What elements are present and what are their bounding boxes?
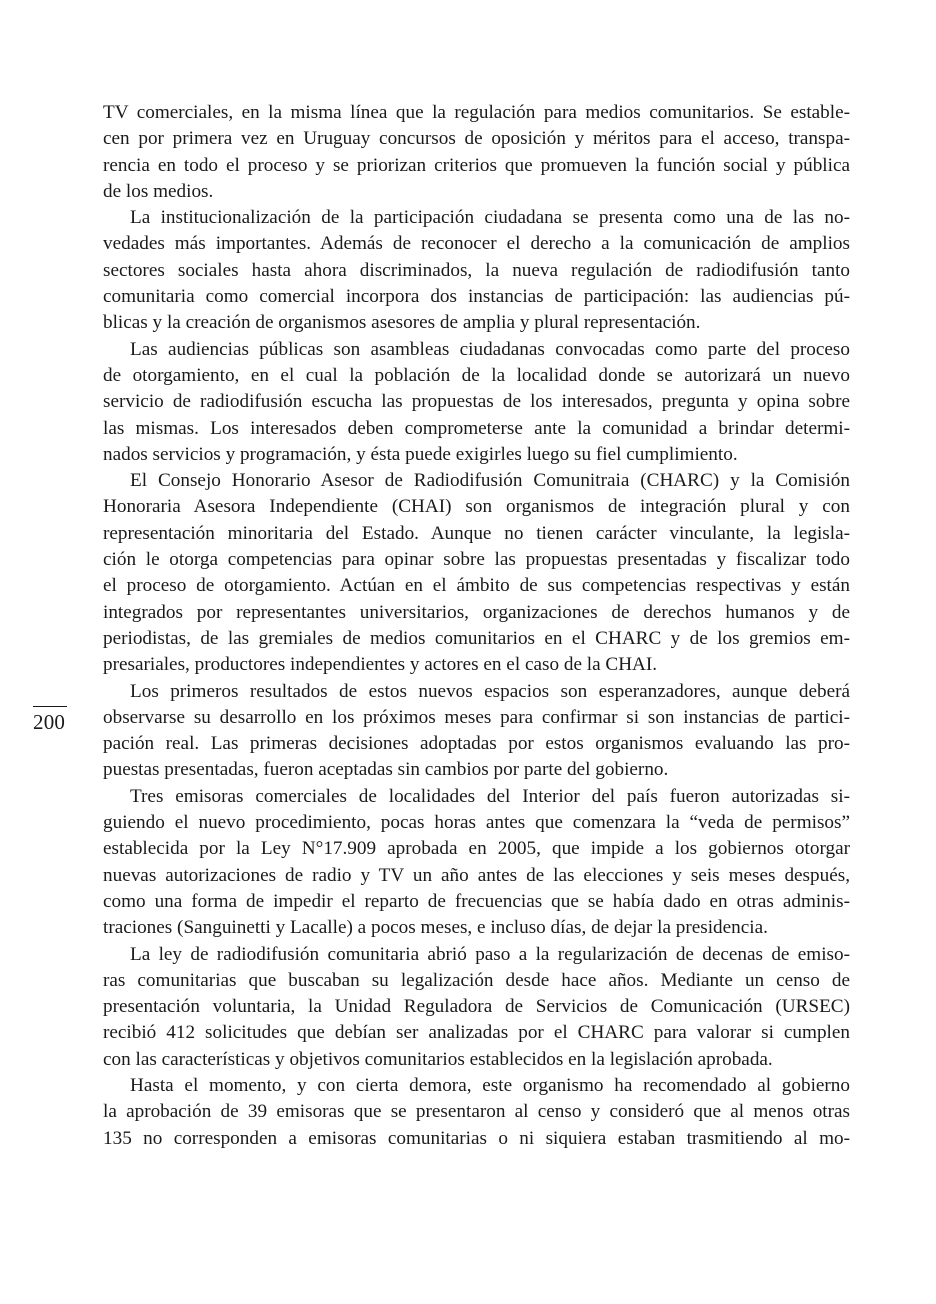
text-line: la aprobación de 39 emisoras que se presentaron al censo y consideró que al menos otras bbox=[103, 1101, 850, 1123]
text-line: guiendo el nuevo procedimiento, pocas horas antes que comenzara la “veda de permisos” bbox=[103, 812, 850, 834]
text-line: representación minoritaria del Estado. Aunque no tienen carácter vinculante, la legisla- bbox=[103, 522, 850, 544]
text-line: ras comunitarias que buscaban su legalización desde hace años. Mediante un censo de bbox=[103, 969, 850, 991]
text-line: La institucionalización de la participación ciudadana se presenta como una de las no- bbox=[130, 207, 850, 229]
text-line: sectores sociales hasta ahora discriminados, la nueva regulación de radiodifusión tanto bbox=[103, 259, 850, 281]
paragraph bbox=[103, 784, 850, 942]
text-line: como una forma de impedir el reparto de frecuencias que se había dado en otras adminis- bbox=[103, 890, 850, 912]
paragraph bbox=[103, 1073, 850, 1152]
text-line: observarse su desarrollo en los próximos meses para confirmar si son instancias de partici- bbox=[103, 706, 850, 728]
paragraph bbox=[103, 679, 850, 784]
paragraph bbox=[103, 205, 850, 336]
text-line: Los primeros resultados de estos nuevos espacios son esperanzadores, aunque deberá bbox=[130, 680, 850, 702]
text-line: rencia en todo el proceso y se priorizan criterios que promueven la función social y pública bbox=[103, 154, 850, 176]
text-line: traciones (Sanguinetti y Lacalle) a pocos meses, e incluso días, de dejar la presidencia. bbox=[103, 917, 768, 939]
text-line: vedades más importantes. Además de reconocer el derecho a la comunicación de amplios bbox=[103, 233, 850, 255]
text-line: cen por primera vez en Uruguay concursos de oposición y méritos para el acceso, transpa- bbox=[103, 128, 850, 150]
paragraph bbox=[103, 468, 850, 678]
text-line: el proceso de otorgamiento. Actúan en el ámbito de sus competencias respectivas y están bbox=[103, 575, 850, 597]
paragraph bbox=[103, 100, 850, 205]
text-line: presentación voluntaria, la Unidad Reguladora de Servicios de Comunicación (URSEC) bbox=[103, 996, 850, 1018]
text-line: establecida por la Ley N°17.909 aprobada en 2005, que impide a los gobiernos otorgar bbox=[103, 838, 850, 860]
text-line: Hasta el momento, y con cierta demora, este organismo ha recomendado al gobierno bbox=[130, 1074, 850, 1096]
text-line: presariales, productores independientes y actores en el caso de la CHAI. bbox=[103, 654, 658, 676]
text-line: puestas presentadas, fueron aceptadas sin cambios por parte del gobierno. bbox=[103, 759, 669, 781]
text-line: pación real. Las primeras decisiones adoptadas por estos organismos evaluando las pro- bbox=[103, 733, 850, 755]
text-line: servicio de radiodifusión escucha las propuestas de los interesados, pregunta y opina sobre bbox=[103, 391, 850, 413]
text-line: Honoraria Asesora Independiente (CHAI) son organismos de integración plural y con bbox=[103, 496, 850, 518]
text-line: ción le otorga competencias para opinar sobre las propuestas presentadas y fiscalizar todo bbox=[103, 549, 850, 571]
page-number: 200 bbox=[33, 710, 66, 734]
text-line: las mismas. Los interesados deben comprometerse ante la comunidad a brindar determi- bbox=[103, 417, 850, 439]
text-line: nados servicios y programación, y ésta puede exigirles luego su fiel cumplimiento. bbox=[103, 443, 738, 465]
text-line: El Consejo Honorario Asesor de Radiodifusión Comunitraia (CHARC) y la Comisión bbox=[130, 470, 850, 492]
text-line: Tres emisoras comerciales de localidades del Interior del país fueron autorizadas si- bbox=[130, 785, 850, 807]
text-line: nuevas autorizaciones de radio y TV un año antes de las elecciones y seis meses después, bbox=[103, 864, 850, 886]
text-line: periodistas, de las gremiales de medios comunitarios en el CHARC y de los gremios em- bbox=[103, 627, 850, 649]
text-line: con las características y objetivos comunitarios establecidos en la legislación aprobada. bbox=[103, 1048, 773, 1070]
text-line: La ley de radiodifusión comunitaria abrió paso a la regularización de decenas de emiso- bbox=[130, 943, 850, 965]
text-line: recibió 412 solicitudes que debían ser analizadas por el CHARC para valorar si cumplen bbox=[103, 1022, 850, 1044]
page-number-rule bbox=[33, 706, 67, 707]
text-line: integrados por representantes universitarios, organizaciones de derechos humanos y de bbox=[103, 601, 850, 623]
text-line: 135 no corresponden a emisoras comunitarias o ni siquiera estaban trasmitiendo al mo- bbox=[103, 1127, 850, 1149]
text-line: de otorgamiento, en el cual la población de la localidad donde se autorizará un nuevo bbox=[103, 364, 850, 386]
paragraph bbox=[103, 942, 850, 1073]
text-line: comunitaria como comercial incorpora dos instancias de participación: las audiencias pú- bbox=[103, 286, 850, 308]
text-line: blicas y la creación de organismos asesores de amplia y plural representación. bbox=[103, 312, 701, 334]
paragraph bbox=[103, 337, 850, 468]
text-line: TV comerciales, en la misma línea que la regulación para medios comunitarios. Se estable- bbox=[103, 102, 850, 123]
body-text bbox=[103, 100, 850, 1152]
text-line: Las audiencias públicas son asambleas ciudadanas convocadas como parte del proceso bbox=[130, 338, 850, 360]
text-line: de los medios. bbox=[103, 180, 214, 202]
